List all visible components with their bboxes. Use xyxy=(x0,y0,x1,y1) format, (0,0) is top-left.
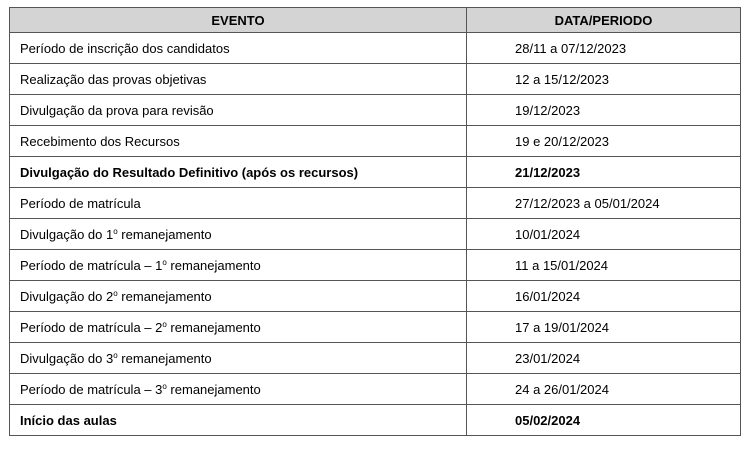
event-cell: Recebimento dos Recursos xyxy=(10,126,467,157)
event-cell: Início das aulas xyxy=(10,405,467,436)
date-cell: 19/12/2023 xyxy=(467,95,741,126)
table-row xyxy=(10,405,741,436)
header-event: EVENTO xyxy=(10,8,467,33)
date-cell: 23/01/2024 xyxy=(467,343,741,374)
event-cell: Realização das provas objetivas xyxy=(10,64,467,95)
table-row xyxy=(10,188,741,219)
ordinal-mark: o xyxy=(162,381,167,391)
schedule-table xyxy=(9,7,741,436)
ordinal-mark: o xyxy=(162,257,167,267)
event-cell: Divulgação da prova para revisão xyxy=(10,95,467,126)
table-row xyxy=(10,33,741,64)
event-cell: Período de matrícula – 3$^o$ remanejamento xyxy=(10,374,467,405)
date-cell: 10/01/2024 xyxy=(467,219,741,250)
event-cell: Divulgação do 1$^o$ remanejamento xyxy=(10,219,467,250)
ordinal-mark: o xyxy=(162,319,167,329)
table-row xyxy=(10,64,741,95)
event-cell: Período de matrícula xyxy=(10,188,467,219)
date-cell: 17 a 19/01/2024 xyxy=(467,312,741,343)
date-cell: 12 a 15/12/2023 xyxy=(467,64,741,95)
table-row xyxy=(10,312,741,343)
table-row xyxy=(10,281,741,312)
ordinal-mark: o xyxy=(113,350,118,360)
event-cell: Período de matrícula – 2$^o$ remanejamento xyxy=(10,312,467,343)
date-cell: 28/11 a 07/12/2023 xyxy=(467,33,741,64)
table-row xyxy=(10,157,741,188)
date-cell: 21/12/2023 xyxy=(467,157,741,188)
date-cell: 27/12/2023 a 05/01/2024 xyxy=(467,188,741,219)
event-cell: Divulgação do 2$^o$ remanejamento xyxy=(10,281,467,312)
table-row xyxy=(10,219,741,250)
table-row xyxy=(10,374,741,405)
date-cell: 11 a 15/01/2024 xyxy=(467,250,741,281)
date-cell: 19 e 20/12/2023 xyxy=(467,126,741,157)
table-row xyxy=(10,343,741,374)
event-cell: Período de inscrição dos candidatos xyxy=(10,33,467,64)
ordinal-mark: o xyxy=(113,288,118,298)
table-row xyxy=(10,95,741,126)
table-row xyxy=(10,250,741,281)
date-cell: 05/02/2024 xyxy=(467,405,741,436)
event-cell: Divulgação do 3$^o$ remanejamento xyxy=(10,343,467,374)
ordinal-mark: o xyxy=(113,226,118,236)
table-row xyxy=(10,126,741,157)
event-cell: Período de matrícula – 1$^o$ remanejamento xyxy=(10,250,467,281)
date-cell: 24 a 26/01/2024 xyxy=(467,374,741,405)
date-cell: 16/01/2024 xyxy=(467,281,741,312)
event-cell: Divulgação do Resultado Definitivo (após os recursos) xyxy=(10,157,467,188)
header-date: DATA/PERIODO xyxy=(467,8,741,33)
table-header-row xyxy=(10,8,741,33)
